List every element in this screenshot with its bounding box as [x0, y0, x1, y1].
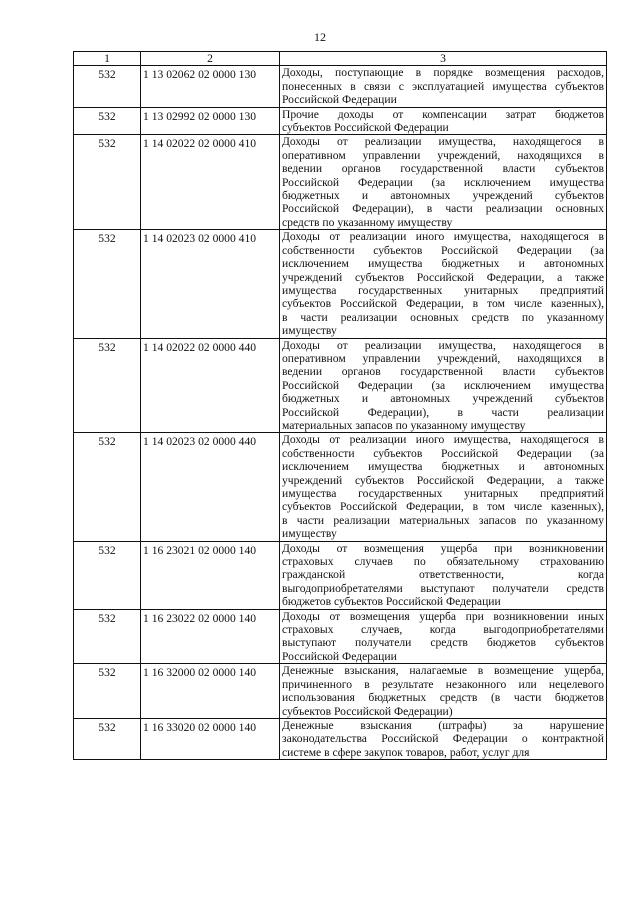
page-number: 12	[314, 30, 326, 44]
description-line: Денежные взыскания, налагаемые в возмещение ущерба,	[282, 664, 604, 678]
budget-code-cell: 1 14 02022 02 0000 410	[141, 135, 280, 230]
table-row	[74, 338, 607, 433]
description-line: системе в сфере закупок товаров, работ, услуг для	[282, 745, 530, 759]
description-line: причиненного в результате незаконного или нецелевого	[282, 677, 604, 691]
description-line: бюджетов субъектов Российской Федерации	[282, 595, 501, 609]
budget-code-cell: 1 14 02023 02 0000 440	[141, 433, 280, 541]
admin-code-cell: 532	[74, 66, 141, 107]
revenue-description-cell	[280, 433, 607, 541]
description-line: Российской Федерации (за исключением имущества	[282, 378, 604, 392]
revenue-description-cell	[280, 338, 607, 433]
description-line: имущества государственных унитарных предприятий	[282, 487, 604, 500]
description-line: бюджетных и автономных учреждений субъектов	[282, 189, 604, 203]
description-line: Российской Федерации	[282, 93, 397, 107]
revenue-description-cell	[280, 609, 607, 664]
table-row	[74, 433, 607, 541]
description-line: страховых случаев, когда выгодоприобретателями	[282, 623, 604, 637]
description-line: оперативном управлении учреждений, находящихся в	[282, 148, 604, 162]
description-line: имуществу	[282, 324, 337, 338]
description-line: страховых случаев по обязательному страхованию	[282, 555, 604, 569]
revenue-description-cell	[280, 66, 607, 107]
admin-code-cell: 532	[74, 433, 141, 541]
description-line: выгодоприобретателями выступают получатели средств	[282, 581, 604, 595]
table-row	[74, 609, 607, 664]
description-line: использования бюджетных средств (в части бюджетов	[282, 691, 604, 705]
description-line: собственности субъектов Российской Федерации (за	[282, 446, 604, 460]
description-line: выступают получатели средств бюджетов субъектов	[282, 636, 604, 650]
description-line: средств по указанному имуществу	[282, 215, 453, 229]
table-row	[74, 718, 607, 759]
table-row	[74, 135, 607, 230]
description-line: субъектов Российской Федерации)	[282, 704, 453, 718]
description-line: субъектов Российской Федерации, в том числе казенных),	[282, 500, 604, 514]
column-header-1: 1	[74, 52, 141, 66]
description-line: Доходы от возмещения ущерба при возникновении	[282, 541, 604, 555]
revenue-description-cell	[280, 664, 607, 719]
description-line: Доходы от реализации имущества, находящегося в	[282, 338, 604, 352]
revenue-description-cell	[280, 230, 607, 338]
admin-code-cell: 532	[74, 609, 141, 664]
table-row	[74, 107, 607, 135]
table-row	[74, 664, 607, 719]
description-line: бюджетных и автономных учреждений субъектов	[282, 392, 604, 406]
table-row	[74, 66, 607, 107]
description-line: материальных запасов по указанному имуществу	[282, 418, 526, 432]
admin-code-cell: 532	[74, 230, 141, 338]
table-row	[74, 230, 607, 338]
budget-code-cell: 1 16 23022 02 0000 140	[141, 609, 280, 664]
description-line: Денежные взыскания (штрафы) за нарушение	[282, 718, 604, 732]
description-line: гражданской ответственности, когда	[282, 568, 604, 582]
admin-code-cell: 532	[74, 718, 141, 759]
budget-code-cell: 1 13 02062 02 0000 130	[141, 66, 280, 107]
description-line: субъектов Российской Федерации, в том числе казенных),	[282, 297, 604, 311]
budget-code-cell: 1 16 23021 02 0000 140	[141, 541, 280, 609]
table-row	[74, 541, 607, 609]
description-line: исключением имущества бюджетных и автономных	[282, 257, 604, 271]
description-line: Российской Федерации	[282, 649, 397, 663]
column-header-2: 2	[141, 52, 280, 66]
admin-code-cell: 532	[74, 664, 141, 719]
description-line: Доходы от реализации иного имущества, находящегося в	[282, 433, 604, 447]
budget-code-cell: 1 16 33020 02 0000 140	[141, 718, 280, 759]
revenue-description-cell	[280, 718, 607, 759]
description-line: Российской Федерации), в части реализации основных	[282, 202, 604, 216]
revenue-description-cell	[280, 107, 607, 135]
description-line: имущества государственных унитарных предприятий	[282, 283, 604, 297]
description-line: учреждений субъектов Российской Федерации, а также	[282, 473, 604, 487]
admin-code-cell: 532	[74, 135, 141, 230]
description-line: законодательства Российской Федерации о контрактной	[282, 732, 604, 746]
description-line: имуществу	[282, 527, 337, 541]
description-line: оперативном управлении учреждений, находящихся в	[282, 351, 604, 365]
revenue-description-cell	[280, 541, 607, 609]
revenue-description-cell	[280, 135, 607, 230]
admin-code-cell: 532	[74, 338, 141, 433]
admin-code-cell: 532	[74, 107, 141, 135]
budget-code-cell: 1 13 02992 02 0000 130	[141, 107, 280, 135]
admin-code-cell: 532	[74, 541, 141, 609]
table-header-row	[74, 52, 607, 66]
table-body	[74, 66, 607, 760]
description-line: Российской Федерации (за исключением имущества	[282, 175, 604, 189]
description-line: Российской Федерации), в части реализации	[282, 405, 604, 419]
description-line: Прочие доходы от компенсации затрат бюджетов	[282, 107, 604, 121]
revenue-codes-table	[73, 51, 607, 760]
description-line: учреждений субъектов Российской Федерации, а также	[282, 270, 604, 284]
description-line: собственности субъектов Российской Федерации (за	[282, 243, 604, 257]
budget-code-cell: 1 14 02023 02 0000 410	[141, 230, 280, 338]
description-line: в части реализации материальных запасов по указанному	[282, 513, 604, 527]
description-line: Доходы от реализации имущества, находящегося в	[282, 135, 604, 149]
description-line: Доходы от реализации иного имущества, находящегося в	[282, 230, 604, 244]
budget-code-cell: 1 16 32000 02 0000 140	[141, 664, 280, 719]
description-line: ведении органов государственной власти субъектов	[282, 365, 604, 379]
description-line: в части реализации основных средств по указанному	[282, 310, 604, 324]
description-line: Доходы от возмещения ущерба при возникновении иных	[282, 609, 604, 623]
budget-code-cell: 1 14 02022 02 0000 440	[141, 338, 280, 433]
description-line: ведении органов государственной власти субъектов	[282, 162, 604, 176]
description-line: понесенных в связи с эксплуатацией имущества субъектов	[282, 79, 604, 93]
description-line: субъектов Российской Федерации	[282, 121, 449, 135]
column-header-3: 3	[280, 52, 607, 66]
description-line: исключением имущества бюджетных и автономных	[282, 460, 604, 474]
description-line: Доходы, поступающие в порядке возмещения расходов,	[282, 66, 604, 80]
